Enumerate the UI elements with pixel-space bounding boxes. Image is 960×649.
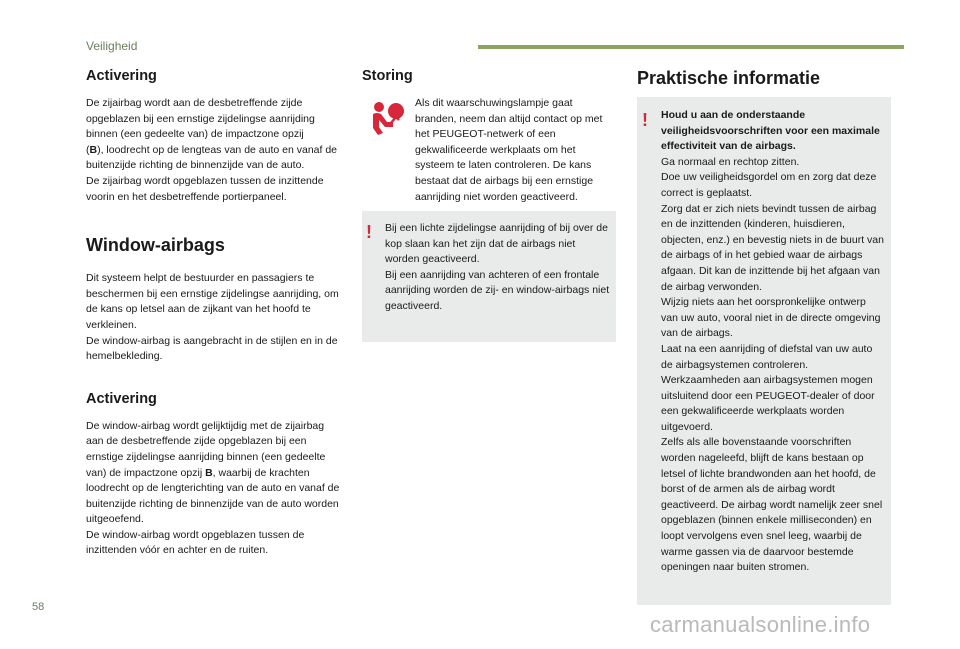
section-label: Veiligheid [86,39,138,53]
heading-activering-1: Activering [86,68,157,84]
warning-icon: ! [366,222,372,242]
left-column [86,68,340,559]
notice-middle-paragraph-1: Bij een lichte zijdelingse aanrijding of bij over de kop slaan kan het zijn dat de airbags niet worden geactiveerd. [385,222,608,266]
notice-middle-paragraph-2: Bij een aanrijding van achteren of een frontale aanrijding worden de zij- en window-airbags niet geactiveerd. [385,268,610,312]
heading-activering-2: Activering [86,390,157,407]
heading-window-airbags: Window-airbags [86,235,225,256]
notice-right-line: Ga normaal en rechtop zitten. [661,155,800,168]
notice-right-line: Wijzig niets aan het oorspronkelijke ontwerp van uw auto, vooral niet in de directe omgeving van de airbags. [661,296,881,340]
notice-right-line: Doe uw veiligheidsgordel om en zorg dat deze correct is geplaatst. [661,171,877,199]
window-airbags-paragraph-1: Dit systeem helpt de bestuurder en passagiers te beschermen bij een ernstige zijdelingse aanrijding, om de kans op letsel aan de zijkant van het hoofd te verkleinen. [86,272,339,331]
notice-right-line: Zelfs als alle bovenstaande voorschriften worden nageleefd, blijft de kans bestaan op letsel of lichte brandwonden aan het hoofd, de borst of de armen als de airbag wordt geactiveerd. De airbag wordt namelijk zeer snel opgeblazen (binnen enkele milliseconden) en loopt vervolgens even snel leeg, waarbij de warme gassen via de daarvoor bestemde openingen naar buiten stromen. [661,436,883,574]
activering-1-paragraph-1: De zijairbag wordt aan de desbetreffende zijde opgeblazen bij een ernstige zijdelingse aanrijding binnen (een gedeelte van) de impactzone opzij (B), loodrecht op de lengteas van de auto en vanaf de buitenzijde richting de binnenzijde van de auto. [86,97,338,172]
activering-2-paragraph-1: De window-airbag wordt gelijktijdig met de zijairbag aan de desbetreffende zijde opgeblazen bij een ernstige zijdelingse aanrijding binnen (een gedeelte van) de impactzone opzij B, waarbij de krachten loodrecht op de lengterichting van de auto en vanaf de buitenzijde richting de binnenzijde van de auto worden uitgeoefend. [86,419,340,526]
notice-right-line: Laat na een aanrijding of diefstal van uw auto de airbagsystemen controleren. [661,342,873,371]
page-number: 58 [32,601,45,613]
activering-2-paragraph-2: De window-airbag wordt opgeblazen tussen de inzittenden vóór en achter en de ruiten. [86,528,305,557]
storing-text: Als dit waarschuwingslampje gaat branden, neem dan altijd contact op met het PEUGEOT-netwerk of een gekwalificeerde werkplaats om het systeem te laten controleren. De kans bestaat dat de airbags bij een ernstige aanrijding niet worden geactiveerd. [415,97,603,203]
notice-box-right [637,97,891,605]
notice-right-bold: Houd u aan de onderstaande veiligheidsvoorschriften voor een maximale effectiviteit van de airbags. [661,109,880,153]
watermark: carmanualsonline.info [650,612,871,637]
window-airbags-paragraph-2: De window-airbag is aangebracht in de stijlen en in de hemelbekleding. [86,334,338,363]
heading-praktische-informatie: Praktische informatie [637,68,821,88]
heading-storing: Storing [362,68,413,84]
airbag-warning-icon [367,100,405,136]
warning-icon: ! [642,110,648,130]
activering-1-paragraph-2: De zijairbag wordt opgeblazen tussen de inzittende voorin en het desbetreffende portierpaneel. [86,174,324,203]
notice-right-line: Werkzaamheden aan airbagsystemen mogen uitsluitend door een PEUGEOT-dealer of door een gekwalificeerde werkplaats worden uitgevoerd. [661,374,875,433]
header-accent-bar [478,45,904,49]
notice-right-line: Zorg dat er zich niets bevindt tussen de airbag en de inzittenden (kinderen, huisdieren, objecten, enz.) en bevestig niets in de buurt van de airbags of in het gebied waar de airbags afgaan. Dit kan de inzittende bij het afgaan van de airbag verwonden. [661,202,884,293]
notice-box-middle [362,211,616,342]
